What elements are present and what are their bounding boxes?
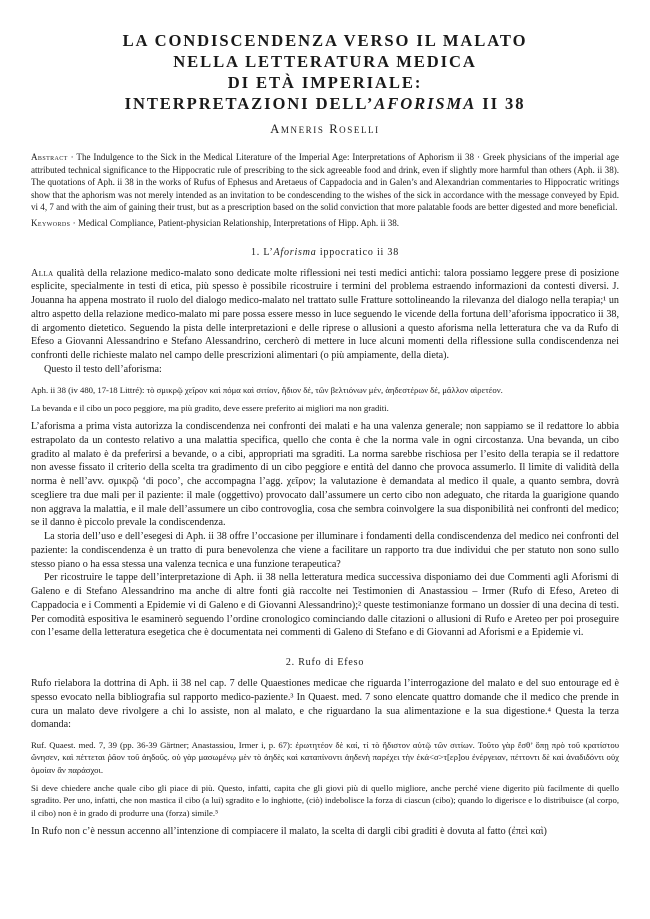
abstract xyxy=(31,151,619,214)
quote-rufus: Ruf. Quaest. med. 7, 39 (pp. 36-39 Gärtner; Anastassiou, Irmer i, p. 67): ἐρωτητέον δὲ καί, τί τὸ ἥδιστον αὐτῷ τῶν σιτίων. Τοῦτο γὰρ ἔσθ’ ὅπῃ πρὸ τοῦ κρατίστου ὤνησεν, καὶ πέττεται ῥᾶον τοῦ ἀηδοῦς. οὐ γὰρ μασωμένῳ μὲν τὸ ἀηδὲς καὶ καταπίνοντι ἀηδενὴ παρέχει τὴν ἐκά<σ>τ[ερ]ου ἐνέργειαν, πέττοντι δὲ καὶ ἀναδιδόντι οὐχ ὁμοίαν ἂν παράσχοι. xyxy=(31,740,619,775)
title-line-3: DI ETÀ IMPERIALE: xyxy=(227,73,423,92)
keywords-label: Keywords xyxy=(31,217,71,228)
title-line-4-em: AFORISMA xyxy=(374,94,477,113)
quote-rufus-translation: Si deve chiedere anche quale cibo gli piace di più. Questo, infatti, capita che gli giovi più di quello migliore, anche perché viene digerito più facilmente di quello sgradito. Per uno, infatti, che non mastica il cibo (a lui) sgradito e lo inghiotte, (ciò) indebolisce la forza di ciascun (cibo); quando lo digerisce e lo distribuisce (al corpo, il cibo) non è in grado di produrre una (forza) simile.⁵ xyxy=(31,783,619,818)
paragraph-1-text: qualità della relazione medico-malato sono dedicate molte riflessioni nei testi medici antichi: talora possiamo leggere prese di posizione esplicite, specialmente in testi di etica, più spesso è possibile ricostruire i termini del problema estraendo informazioni da contesti diversi. J. Jouanna ha appena mostrato il ruolo del dialogo medico-malato nel trattato sulle Fratture sottolineando la rilevanza del dialogo nella terapia;¹ un altro aspetto della relazione medico-malato mi pare possa essere messo in luce seguendo le vicende della fortuna dell’aforisma ippocratico ii 38, di argomento dietetico. Seguendo la pista delle interpretazioni e delle riprese o allusioni a questo aforisma nella letteratura che va da Rufo di Efeso a Giovanni Alessandrino e Stefano Alessandrino, cercherò di mettere in luce alcuni momenti della riflessione sulla condiscendenza nei confronti delle richieste malato nel campo delle prescrizioni alimentari (o più ampiamente, della dieta). xyxy=(31,267,619,362)
paragraph-7: In Rufo non c’è nessun accenno all’intenzione di compiacere il malato, la scelta di dargli cibi graditi è dovuta al fatto (ἐπεὶ καὶ) xyxy=(31,825,547,837)
keywords-text: · Medical Compliance, Patient-physician Relationship, Interpretations of Hipp. Aph. ii 38. xyxy=(70,217,400,228)
section-1-num: 1. L’ xyxy=(250,246,274,258)
paragraph-6: Rufo rielabora la dottrina di Aph. ii 38 nel cap. 7 delle Quaestiones medicae che riguarda l’interrogazione del malato e del suo entourage ed è spesso evocato nella bibliografia sul rapporto medico-paziente.³ In Quaest. med. 7 sono elencate quattro domande che il medico che prende in cura un malato deve rivolgere a chi lo assiste, non al malato, e che riguardano la sua alimentazione e la sua digestione.⁴ Questa la terza domanda: xyxy=(31,678,619,731)
section-heading-1 xyxy=(31,247,619,258)
paragraph-5: Per ricostruire le tappe dell’interpretazione di Aph. ii 38 nella letteratura medica successiva disponiamo dei due Commenti agli Aforismi di Galeno e di Stefano Alessandrino ma anche di altre fonti già raccolte nei Testimonien di Anastassiou – Irmer (Rufo di Efeso, Areteo di Cappadocia e i Commenti a Epidemie vi di Galeno e di Giovanni Alessandrino);² queste testimonianze formano un dossier di una decina di testi. Per comodità espositiva le esaminerò seguendo l’ordine cronologico cominciando dalle citazioni o allusioni di Rufo e Areteo per poi proseguire con l’esame della letteratura esegetica che è documentata nei commenti di Galeno di Stefano e di Giovanni ad Aforismi e a Epidemie vi. xyxy=(31,572,619,639)
paragraph-2: Questo il testo dell’aforisma: xyxy=(44,363,162,375)
article-title xyxy=(31,30,619,114)
paragraph-4: La storia dell’uso e dell’esegesi di Aph. ii 38 offre l’occasione per illuminare i fondamenti della condiscendenza del medico nei confronti del paziente: la condiscendenza è un tratto di pura benevolenza che viene a facilitare un rapporto tra due individui che per statuto non sono sullo stesso piano o ha essa stessa una valenza tecnica e una funzione terapeutica? xyxy=(31,531,619,570)
title-line-4-post: II 38 xyxy=(476,94,526,113)
paragraph-1-lead: Alla xyxy=(31,267,54,279)
section-1-em: Aforisma xyxy=(273,246,317,258)
title-line-1: LA CONDISCENDENZA VERSO IL MALATO xyxy=(122,31,528,50)
title-line-4-pre: INTERPRETAZIONI DELL’ xyxy=(124,94,375,113)
section-heading-2: 2. Rufo di Efeso xyxy=(285,657,365,669)
paragraph-3: L’aforisma a prima vista autorizza la condiscendenza nei confronti dei malati e ha una valenza generale; non sappiamo se il redattore lo abbia estrapolato da un contesto relativo a una malattia specifica, quello che conta è che la norma vale in ogni circostanza. Una bevanda, un cibo gradito al malato è da preferirsi a bevande, o a cibi, appropriati ma sgraditi. La norma sarebbe rischiosa per l’esito della terapia se il redattore non avesse fissato il criterio della scelta tra gradimento di un cibo peggiore e entità del danno che provoca assumerlo. Il limite di validità della norma è nell’avv. σμικρῷ ‘di poco’, che accompagna l’agg. χεῖρον; la valutazione è demandata al medico il quale, a quanto sembra, dovrà scegliere tra due mali per il paziente: il male (oggettivo) provocato dall’assumere un certo cibo non adeguato, che ritarda la guarigione quando non aggrava la malattia, e il male dell’assumere un cibo controvoglia, cosa che sembra coinvolgere la sua disponibilità nei confronti del medico; se il danno è piccolo prevale la condiscendenza. xyxy=(31,421,619,529)
author-name: Amneris Roselli xyxy=(270,122,380,136)
abstract-label: Abstract xyxy=(31,152,68,162)
paragraph-1 xyxy=(31,267,619,363)
section-1-rest: ippocratico ii 38 xyxy=(316,246,400,258)
title-line-2: NELLA LETTERATURA MEDICA xyxy=(173,52,477,71)
title-line-4 xyxy=(31,93,619,114)
keywords xyxy=(31,217,619,230)
abstract-text: · The Indulgence to the Sick in the Medical Literature of the Imperial Age: Interpretations of Aphorism ii 38 · Greek physicians of the imperial age attributed technical significance to the Hippocratic rule of prescribing to the sick agreeable food and drink, even if slightly more harmful than others (Aph. ii 38). The quotations of Aph. ii 38 in the works of Rufus of Ephesus and Aretaeus of Cappadocia and in Galen’s and Alexandrian commentaries to Hippocratic writings show that the aphorism was not merely intended as an invitation to be condescending to the wishes of the sick in accordance with the message conveyed by Epid. vi 4, 7 and with the aim of gaining their trust, but as a prescription based on the solid conviction that more palatable foods are better digested and more beneficial. xyxy=(31,152,619,213)
quote-aphorism: Aph. ii 38 (iv 480, 17-18 Littré): τὸ σμικρῷ χεῖρον καὶ πόμα καὶ σιτίον, ἥδιον δέ, τῶν βελτιόνων μέν, ἀηδεστέρων δέ, μᾶλλον αἱρετέον. xyxy=(31,384,503,395)
quote-aphorism-translation: La bevanda e il cibo un poco peggiore, ma più gradito, deve essere preferito ai migliori ma non graditi. xyxy=(31,402,389,413)
